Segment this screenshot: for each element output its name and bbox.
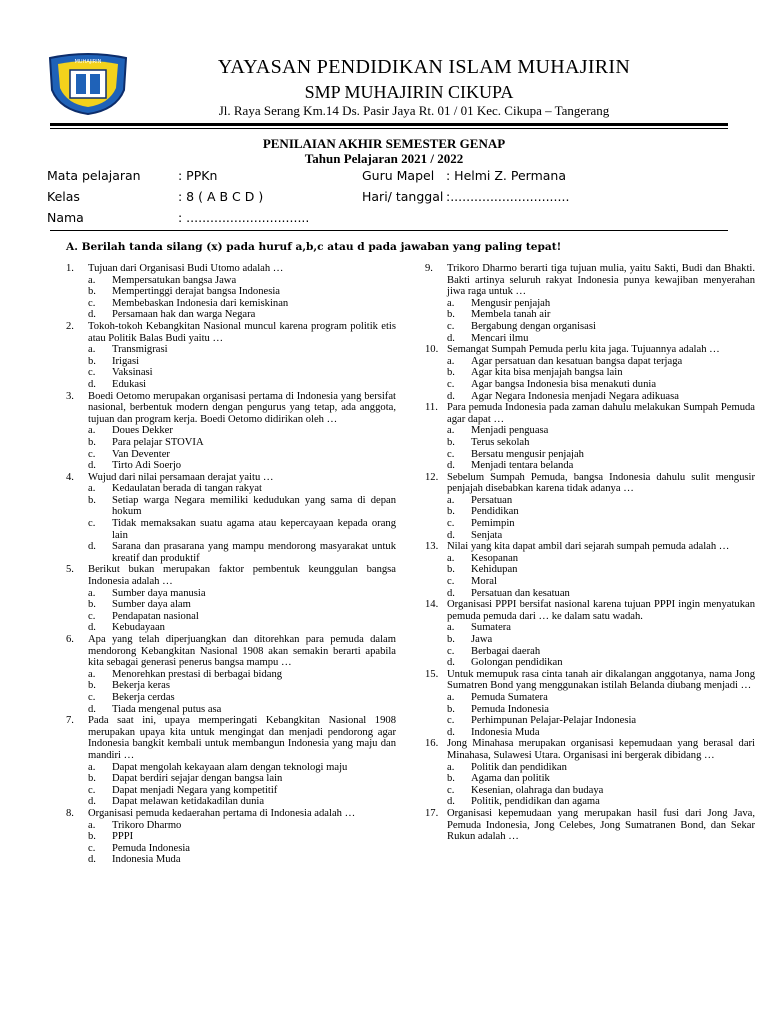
question-text: Boedi Oetomo merupakan organisasi pertama di Indonesia yang bersifat nasional, berbentuk modern dengan pengurus yang tetap, ada anggota, tujuan dan program kerja. Boedi Oetomo didirikan oleh … [88, 390, 396, 425]
question-number: 5. [66, 564, 74, 576]
option-letter: a. [88, 761, 96, 773]
question-text: Tujuan dari Organisasi Budi Utomo adalah … [88, 263, 284, 274]
option-letter: a. [447, 355, 455, 367]
answer-option[interactable] [66, 344, 396, 356]
option-text: Dapat mengolah kekayaan alam dengan teknologi maju [112, 761, 348, 773]
option-letter: b. [447, 634, 455, 645]
answer-option[interactable] [66, 460, 396, 472]
question-number: 12. [425, 471, 439, 483]
option-letter: a. [447, 761, 455, 773]
date-value[interactable]: :.............................. [446, 189, 570, 204]
option-letter: c. [88, 691, 96, 703]
foundation-name: YAYASAN PENDIDIKAN ISLAM MUHAJIRIN [217, 56, 631, 78]
option-letter: c. [88, 842, 96, 854]
answer-option[interactable] [66, 367, 396, 379]
answer-option[interactable] [425, 657, 755, 669]
answer-option[interactable] [425, 425, 755, 437]
option-letter: a. [88, 587, 96, 599]
option-text: Mengusir penjajah [471, 297, 551, 309]
answer-option[interactable] [425, 727, 755, 739]
option-text: Vaksinasi [112, 367, 153, 379]
option-letter: b. [447, 773, 455, 785]
answer-option[interactable] [425, 576, 755, 588]
question-text: Organisasi kepemudaan yang merupakan hasil fusi dari Jong Java, Pemuda Indonesia, Jong Celebes, Jong Sumatranen Bond, dan Sekar Rukun adalah … [447, 807, 755, 843]
option-text: Menorehkan prestasi di berbagai bidang [112, 668, 283, 680]
option-letter: a. [88, 344, 96, 356]
option-text: Sarana dan prasarana yang mampu mendorong masyarakat untuk kreatif dan produktif [112, 541, 396, 564]
option-text: Golongan pendidikan [471, 657, 563, 669]
answer-option[interactable] [425, 785, 755, 797]
option-letter: d. [447, 390, 455, 402]
option-letter: a. [88, 668, 96, 680]
question-item [425, 344, 755, 356]
answer-option[interactable] [66, 796, 396, 808]
option-text: Tidak memaksakan suatu agama atau kepercayaan kepada orang lain [112, 518, 396, 541]
school-name: SMP MUHAJIRIN CIKUPA [304, 82, 514, 102]
question-text: Apa yang telah diperjuangkan dan ditorehkan para pemuda dalam mendorong Kebangkitan Nasional 1908 akan semakin berarti apabila kita sebagai generasi penerus bangsa mampu … [88, 634, 396, 669]
option-letter: b. [447, 703, 455, 715]
answer-option[interactable] [66, 611, 396, 623]
date-label: Hari/ tanggal [362, 189, 444, 204]
option-letter: b. [88, 831, 96, 843]
option-text: Moral [471, 576, 497, 588]
question-number: 7. [66, 715, 74, 727]
option-text: Pemuda Indonesia [112, 842, 190, 854]
questions-right-column [425, 263, 755, 843]
option-letter: c. [88, 518, 96, 530]
option-text: Agar Negara Indonesia menjadi Negara adikuasa [471, 390, 679, 402]
option-text: Pendapatan nasional [112, 610, 199, 622]
instruction-text: A. Berilah tanda silang (x) pada huruf a,b,c atau d pada jawaban yang paling tepat! [66, 241, 562, 253]
option-letter: b. [447, 436, 455, 448]
option-letter: a. [447, 425, 455, 437]
option-text: Mencari ilmu [471, 332, 529, 344]
option-letter: c. [447, 320, 455, 332]
option-text: Para pelajar STOVIA [112, 436, 204, 448]
question-number: 10. [425, 344, 439, 356]
answer-option[interactable] [66, 275, 396, 287]
option-text: Kedaulatan berada di tangan rakyat [112, 483, 263, 495]
question-text: Tokoh-tokoh Kebangkitan Nasional muncul karena program politik etis atau Politik Balas Budi yaitu … [88, 320, 396, 344]
question-item [425, 808, 755, 843]
option-text: Agar persatuan dan kesatuan bangsa dapat terjaga [471, 355, 683, 367]
question-number: 9. [425, 263, 433, 274]
option-letter: a. [447, 297, 455, 309]
option-letter: a. [447, 552, 455, 564]
class-label: Kelas [47, 189, 80, 204]
answer-option[interactable] [425, 692, 755, 704]
question-item [66, 634, 396, 669]
option-text: Kehidupan [471, 564, 518, 576]
answer-option[interactable] [66, 622, 396, 634]
option-letter: a. [447, 622, 455, 634]
answer-option[interactable] [66, 854, 396, 866]
teacher-value: : Helmi Z. Permana [446, 168, 567, 183]
option-text: PPPI [112, 831, 134, 843]
option-text: Jawa [471, 634, 493, 645]
answer-option[interactable] [66, 831, 396, 843]
question-item [425, 472, 755, 495]
answer-option[interactable] [66, 704, 396, 716]
option-text: Pemimpin [471, 518, 515, 530]
answer-option[interactable] [66, 541, 396, 564]
question-text: Untuk memupuk rasa cinta tanah air dikalangan anggotanya, nama Jong Sumatren Bond yang menggunakan istilah Belanda diubang menjadi … [447, 668, 755, 692]
question-text: Organisasi pemuda kedaerahan pertama di Indonesia adalah … [88, 807, 356, 819]
option-letter: d. [447, 587, 455, 599]
option-text: Kebudayaan [112, 622, 165, 634]
question-text: Jong Minahasa merupakan organisasi kepemudaan yang berasal dari Minahasa, Sulawesi Utara. Organisasi ini bergerak dibidang … [447, 738, 755, 761]
option-letter: a. [88, 819, 96, 831]
option-text: Van Deventer [112, 448, 170, 460]
option-letter: b. [88, 680, 96, 692]
option-letter: b. [447, 367, 455, 379]
option-letter: a. [88, 425, 96, 437]
answer-option[interactable] [425, 553, 755, 565]
answer-option[interactable] [66, 298, 396, 310]
option-letter: c. [447, 448, 455, 460]
question-number: 3. [66, 390, 74, 402]
question-item [66, 391, 396, 426]
option-letter: d. [447, 657, 455, 669]
option-text: Membebaskan Indonesia dari kemiskinan [112, 297, 289, 309]
option-text: Bergabung dengan organisasi [471, 320, 596, 332]
option-letter: d. [447, 796, 455, 808]
option-letter: c. [88, 297, 96, 309]
answer-option[interactable] [425, 773, 755, 785]
answer-option[interactable] [66, 425, 396, 437]
option-text: Politik, pendidikan dan agama [471, 796, 600, 808]
question-number: 11. [425, 402, 438, 414]
question-item [425, 402, 755, 425]
teacher-label: Guru Mapel [362, 168, 435, 183]
answer-option[interactable] [66, 680, 396, 692]
answer-option[interactable] [425, 367, 755, 379]
answer-option[interactable] [66, 692, 396, 704]
answer-option[interactable] [425, 460, 755, 472]
question-text: Wujud dari nilai persamaan derajat yaitu … [88, 471, 274, 483]
subject-value: : PPKn [178, 168, 218, 183]
question-number: 4. [66, 471, 74, 483]
answer-option[interactable] [425, 715, 755, 727]
option-text: Agar kita bisa menjajah bangsa lain [471, 367, 623, 379]
option-text: Perhimpunan Pelajar-Pelajar Indonesia [471, 715, 637, 727]
question-item [66, 808, 396, 820]
option-letter: c. [88, 610, 96, 622]
class-value: : 8 ( A B C D ) [178, 189, 264, 204]
header-rule-thick [50, 123, 728, 126]
answer-option[interactable] [66, 599, 396, 611]
answer-option[interactable] [425, 634, 755, 646]
answer-option[interactable] [425, 762, 755, 774]
answer-option[interactable] [425, 391, 755, 403]
question-item [66, 472, 396, 484]
answer-option[interactable] [425, 704, 755, 716]
option-letter: d. [88, 796, 96, 808]
option-letter: c. [88, 367, 96, 379]
option-text: Indonesia Muda [112, 854, 181, 866]
header-rule-thin [50, 128, 728, 129]
question-text: Sebelum Sumpah Pemuda, bangsa Indonesia dahulu sulit mengusir penjajah disebabkan karena tidak adanya … [447, 471, 755, 495]
option-text: Menjadi tentara belanda [471, 460, 574, 472]
option-letter: b. [88, 286, 96, 298]
option-letter: b. [447, 506, 455, 518]
question-number: 1. [66, 263, 74, 274]
question-item [425, 738, 755, 761]
option-text: Doues Dekker [112, 425, 173, 437]
question-item [66, 564, 396, 587]
option-text: Pemuda Sumatera [471, 691, 548, 703]
question-item [66, 263, 396, 275]
option-text: Tiada mengenal putus asa [112, 703, 222, 715]
question-number: 8. [66, 807, 74, 819]
answer-option[interactable] [425, 646, 755, 658]
option-text: Pendidikan [471, 506, 519, 518]
question-item [425, 541, 755, 553]
option-text: Irigasi [112, 355, 140, 367]
option-text: Bekerja cerdas [112, 691, 175, 703]
option-letter: b. [88, 773, 96, 785]
letterhead [0, 0, 768, 132]
option-text: Trikoro Dharmo [112, 819, 182, 831]
option-text: Persatuan [471, 494, 513, 506]
option-text: Tirto Adi Soerjo [112, 460, 182, 472]
answer-option[interactable] [425, 437, 755, 449]
option-letter: d. [447, 726, 455, 738]
question-item [425, 263, 755, 298]
option-text: Bersatu mengusir penjajah [471, 448, 584, 460]
answer-option[interactable] [66, 309, 396, 321]
answer-option[interactable] [425, 495, 755, 507]
answer-option[interactable] [425, 796, 755, 808]
answer-option[interactable] [66, 518, 396, 541]
option-letter: c. [447, 715, 455, 727]
option-text: Mempertinggi derajat bangsa Indonesia [112, 286, 280, 298]
option-letter: b. [447, 564, 455, 576]
option-text: Sumber daya alam [112, 599, 191, 611]
option-text: Berbagai daerah [471, 645, 541, 657]
answer-option[interactable] [66, 669, 396, 681]
option-letter: d. [88, 378, 96, 390]
option-text: Sumber daya manusia [112, 587, 206, 599]
answer-option[interactable] [425, 379, 755, 391]
question-number: 14. [425, 599, 439, 611]
answer-option[interactable] [66, 437, 396, 449]
logo-text: MUHAJIRIN [74, 59, 102, 65]
answer-option[interactable] [425, 518, 755, 530]
answer-option[interactable] [425, 309, 755, 321]
option-text: Senjata [471, 529, 503, 541]
option-text: Transmigrasi [112, 344, 168, 356]
answer-option[interactable] [425, 298, 755, 310]
name-value[interactable]: : ............................... [178, 210, 310, 225]
answer-option[interactable] [66, 495, 396, 518]
answer-option[interactable] [66, 379, 396, 391]
answer-option[interactable] [425, 356, 755, 368]
option-text: Bekerja keras [112, 680, 170, 692]
question-text: Para pemuda Indonesia pada zaman dahulu melakukan Sumpah Pemuda agar dapat … [447, 402, 755, 425]
option-letter: c. [447, 378, 455, 390]
answer-option[interactable] [66, 762, 396, 774]
answer-option[interactable] [66, 449, 396, 461]
answer-option[interactable] [425, 530, 755, 542]
option-letter: d. [447, 529, 455, 541]
answer-option[interactable] [66, 483, 396, 495]
option-letter: b. [88, 599, 96, 611]
answer-option[interactable] [425, 449, 755, 461]
answer-option[interactable] [425, 588, 755, 600]
option-text: Sumatera [471, 622, 512, 634]
answer-option[interactable] [66, 286, 396, 298]
option-text: Dapat melawan ketidakadilan dunia [112, 796, 265, 808]
option-letter: d. [88, 703, 96, 715]
option-letter: a. [88, 274, 96, 286]
option-text: Kesopanan [471, 552, 519, 564]
question-item [425, 599, 755, 622]
name-label: Nama [47, 210, 84, 225]
option-text: Kesenian, olahraga dan budaya [471, 784, 604, 796]
option-text: Setiap warga Negara memiliki kedudukan yang sama di depan hokum [112, 494, 396, 518]
option-letter: a. [88, 483, 96, 495]
answer-option[interactable] [66, 820, 396, 832]
answer-option[interactable] [66, 843, 396, 855]
question-number: 2. [66, 320, 74, 332]
option-text: Dapat menjadi Negara yang kompetitif [112, 784, 278, 796]
question-number: 13. [425, 541, 439, 553]
option-letter: c. [88, 448, 96, 460]
option-text: Persatuan dan kesatuan [471, 587, 570, 599]
question-text: Trikoro Dharmo berarti tiga tujuan mulia, yaitu Sakti, Budi dan Bhakti. Bakti artinya seluruh rakyat Indonesia punya kewajiban menyerahan jiwa raga untuk … [447, 263, 755, 298]
question-number: 15. [425, 668, 439, 680]
option-text: Agama dan politik [471, 773, 550, 785]
option-letter: d. [447, 332, 455, 344]
answer-option[interactable] [425, 321, 755, 333]
option-letter: c. [447, 576, 455, 588]
answer-option[interactable] [66, 773, 396, 785]
option-letter: b. [88, 436, 96, 448]
question-text: Nilai yang kita dapat ambil dari sejarah sumpah pemuda adalah … [447, 541, 730, 553]
option-text: Persamaan hak dan warga Negara [112, 309, 256, 321]
school-address: Jl. Raya Serang Km.14 Ds. Pasir Jaya Rt. 01 / 01 Kec. Cikupa – Tangerang [218, 103, 610, 118]
answer-option[interactable] [66, 588, 396, 600]
option-text: Menjadi penguasa [471, 425, 549, 437]
option-text: Terus sekolah [471, 436, 530, 448]
option-letter: d. [88, 309, 96, 321]
question-number: 16. [425, 738, 439, 750]
section-divider [50, 230, 728, 231]
option-letter: c. [447, 518, 455, 530]
subject-label: Mata pelajaran [47, 168, 141, 183]
question-item [66, 321, 396, 344]
option-letter: d. [88, 460, 96, 472]
option-letter: c. [447, 784, 455, 796]
option-letter: d. [88, 541, 96, 553]
option-letter: d. [88, 622, 96, 634]
answer-option[interactable] [66, 356, 396, 368]
option-text: Edukasi [112, 378, 147, 390]
option-letter: c. [447, 645, 455, 657]
exam-title: PENILAIAN AKHIR SEMESTER GENAP [262, 136, 506, 151]
option-text: Mempersatukan bangsa Jawa [112, 274, 237, 286]
question-text: Organisasi PPPI bersifat nasional karena tujuan PPPI ingin menyatukan pemuda pemuda dari … ke dalam satu wadah. [447, 599, 755, 622]
option-letter: d. [88, 854, 96, 866]
option-letter: a. [447, 691, 455, 703]
question-number: 6. [66, 634, 74, 645]
answer-option[interactable] [66, 785, 396, 797]
option-letter: b. [447, 309, 455, 321]
question-item [425, 669, 755, 692]
option-text: Pemuda Indonesia [471, 703, 549, 715]
option-text: Dapat berdiri sejajar dengan bangsa lain [112, 773, 283, 785]
option-letter: b. [88, 494, 96, 506]
option-letter: b. [88, 355, 96, 367]
option-text: Indonesia Muda [471, 726, 540, 738]
answer-option[interactable] [425, 564, 755, 576]
option-text: Membela tanah air [471, 309, 551, 321]
academic-year: Tahun Pelajaran 2021 / 2022 [304, 151, 464, 166]
answer-option[interactable] [425, 506, 755, 518]
option-letter: c. [88, 784, 96, 796]
option-text: Politik dan pendidikan [471, 761, 567, 773]
answer-option[interactable] [425, 333, 755, 345]
option-letter: d. [447, 460, 455, 472]
option-text: Agar bangsa Indonesia bisa menakuti dunia [471, 378, 657, 390]
question-number: 17. [425, 807, 439, 819]
questions-left-column [66, 263, 396, 866]
option-letter: a. [447, 494, 455, 506]
question-item [66, 715, 396, 761]
answer-option[interactable] [425, 622, 755, 634]
question-text: Semangat Sumpah Pemuda perlu kita jaga. Tujuannya adalah … [447, 344, 720, 356]
question-text: Berikut bukan merupakan faktor pembentuk keunggulan bangsa Indonesia adalah … [88, 564, 396, 588]
question-text: Pada saat ini, upaya memperingati Kebangkitan Nasional 1908 merupakan upaya kita untuk mengingat dan menjadi pendorong agar Indonesia bangkit kembali untuk membangun Indonesia yang maju dan mandiri … [88, 715, 396, 761]
